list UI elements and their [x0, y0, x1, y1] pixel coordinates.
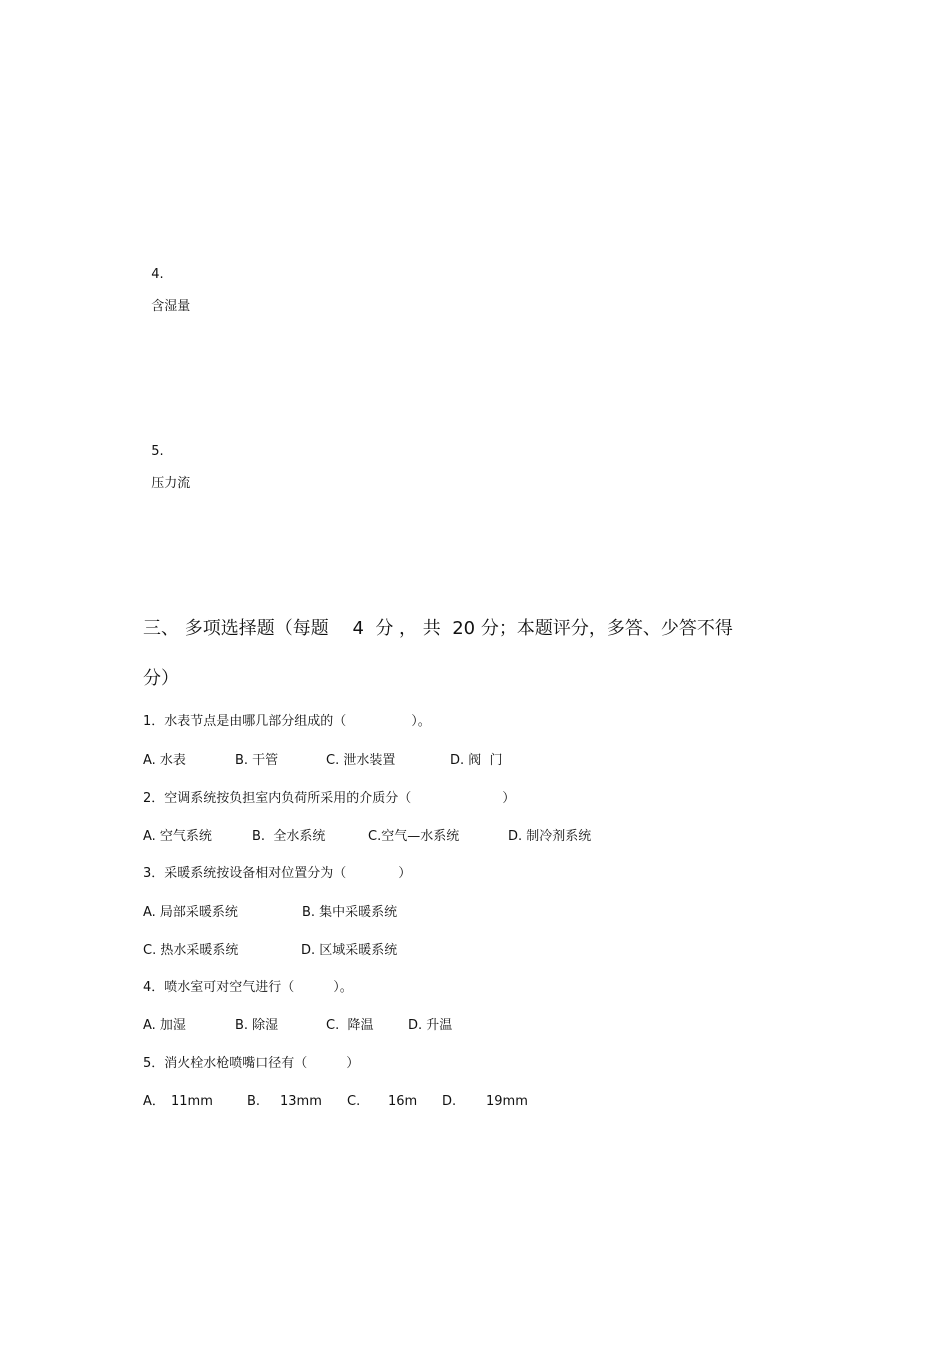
- item-term: 含湿量: [151, 299, 191, 314]
- option-d: D. 升温: [408, 1018, 453, 1033]
- option-a-letter: A．: [143, 1094, 165, 1109]
- option-a: A. 水表: [143, 753, 186, 768]
- option-c: C. 降温: [326, 1018, 374, 1033]
- option-c: C. 泄水装置: [326, 753, 396, 768]
- option-a: A. 加湿: [143, 1018, 186, 1033]
- option-b-value: 13mm: [280, 1094, 322, 1109]
- option-c: C.空气—水系统: [368, 829, 460, 844]
- option-c: C. 热水采暖系统: [143, 943, 239, 958]
- item-5: [143, 428, 190, 492]
- option-d: D. 制冷剂系统: [508, 829, 592, 844]
- item-number: 5.: [151, 444, 164, 459]
- question-stem: 5．消火栓水枪喷嘴口径有（ ）: [143, 1056, 360, 1071]
- question-stem: 2．空调系统按负担室内负荷所采用的介质分（ ）: [143, 791, 516, 806]
- question-stem: 3．采暖系统按设备相对位置分为（ ）: [143, 866, 412, 881]
- option-d-value: 19mm: [486, 1094, 528, 1109]
- question-stem: 4．喷水室可对空气进行（ ）。: [143, 980, 353, 995]
- option-c-value: 16m: [388, 1094, 418, 1109]
- section-title-line2: 分）: [143, 668, 179, 689]
- option-b: B. 全水系统: [252, 829, 326, 844]
- option-b: B. 干管: [235, 753, 279, 768]
- option-a: A. 局部采暖系统: [143, 905, 238, 920]
- option-b: B. 集中采暖系统: [302, 905, 398, 920]
- item-term: 压力流: [151, 476, 191, 491]
- option-d-letter: D.: [442, 1094, 457, 1109]
- option-d: D. 阀 门: [450, 753, 503, 768]
- option-b-letter: B.: [247, 1094, 261, 1109]
- section-title-line1: 三、 多项选择题（每题 4 分 ， 共 20 分；本题评分，多答、少答不得: [143, 618, 733, 639]
- item-number: 4.: [151, 267, 164, 282]
- option-c-letter: C.: [347, 1094, 361, 1109]
- item-4: [143, 251, 190, 315]
- option-a: A. 空气系统: [143, 829, 212, 844]
- option-a-value: 11mm: [171, 1094, 213, 1109]
- option-d: D. 区域采暖系统: [301, 943, 398, 958]
- question-stem: 1．水表节点是由哪几部分组成的（ ）。: [143, 714, 431, 729]
- option-b: B. 除湿: [235, 1018, 279, 1033]
